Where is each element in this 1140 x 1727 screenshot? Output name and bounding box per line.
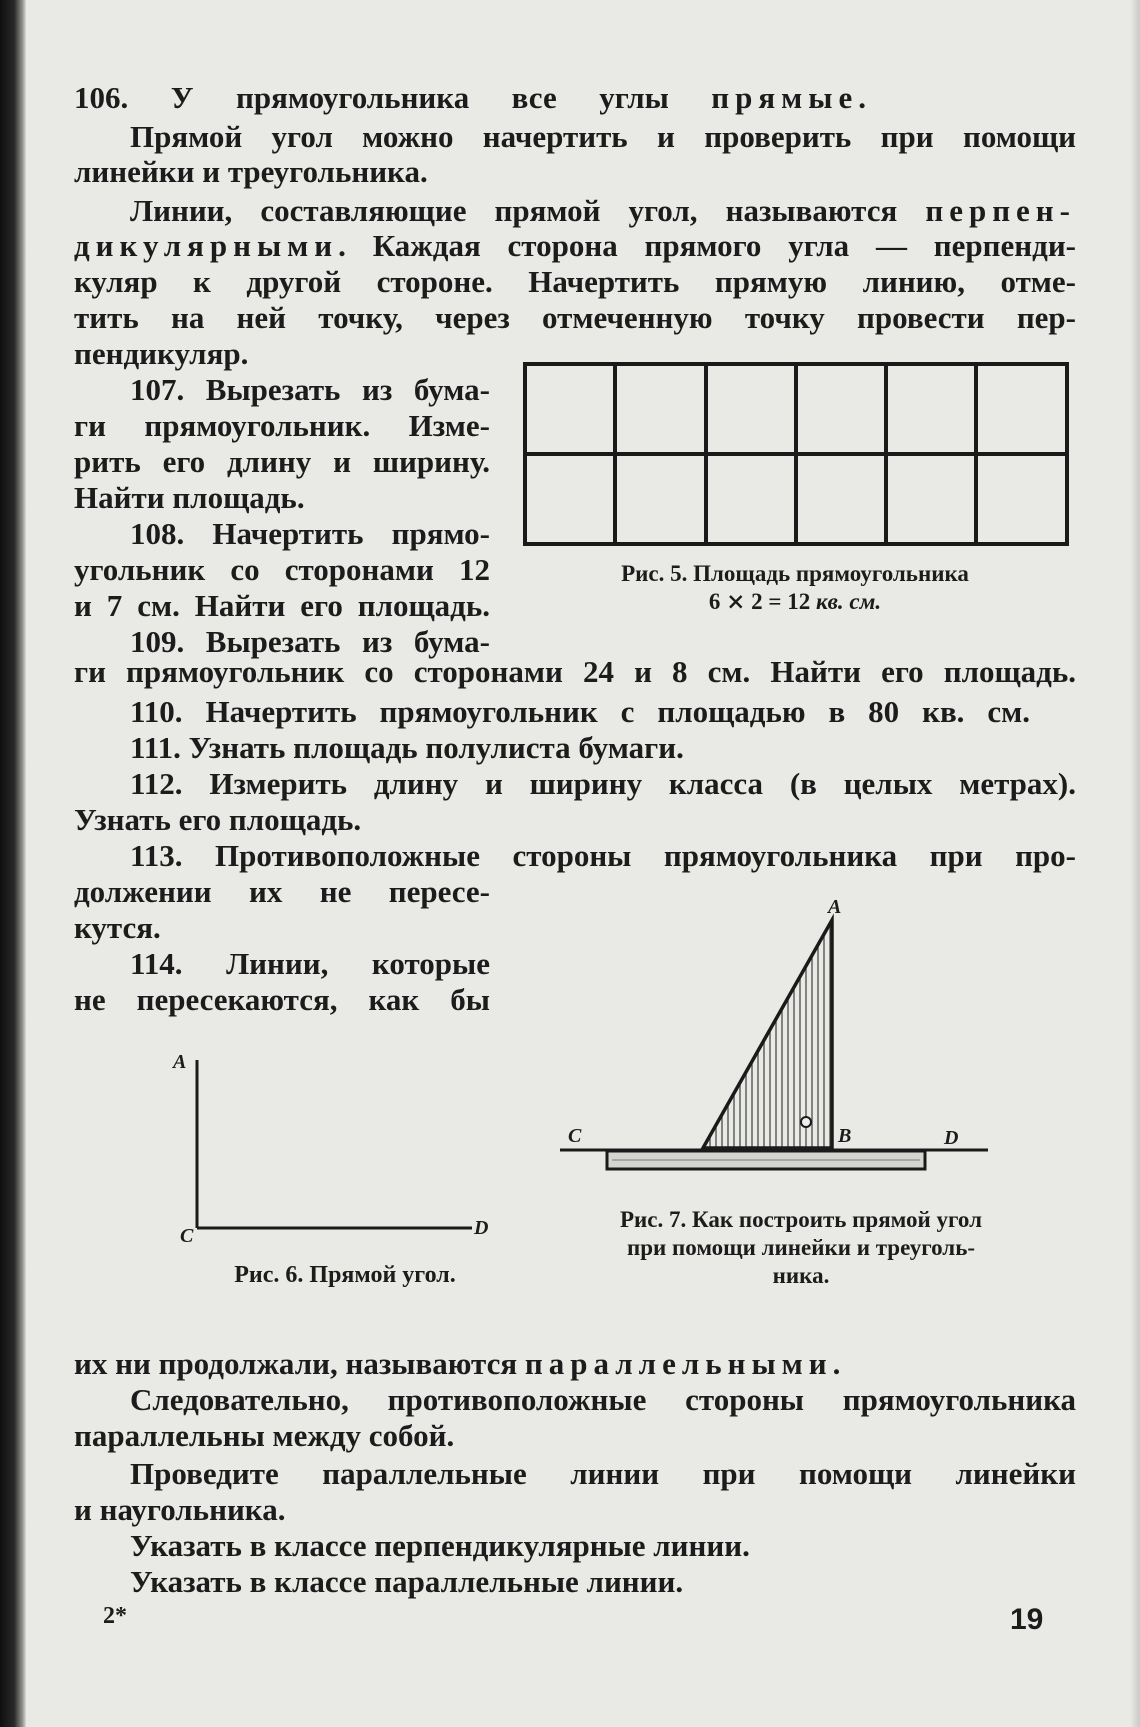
text-line-109: 109. Вырезать из бума-	[130, 624, 490, 659]
text-line-112: 112. Измерить длину и ширину класса (в целых метрах).	[130, 766, 1076, 801]
text-line-108: 108. Начертить прямо-	[130, 516, 490, 551]
text-line: параллельны между собой.	[74, 1418, 455, 1453]
fig7-label-b: B	[838, 1125, 852, 1147]
text-line: рить его длину и ширину.	[74, 444, 490, 479]
text-line: Прямой угол можно начертить и проверить при помощи	[130, 119, 1076, 154]
signature-mark: 2*	[103, 1603, 127, 1629]
fig6-label-c: C	[180, 1225, 194, 1247]
text-line: угольник со сторонами 12	[74, 552, 490, 587]
fig7-caption-line1: Рис. 7. Как построить прямой угол	[619, 1207, 982, 1232]
text-line: кутся.	[74, 910, 161, 945]
text-line: и 7 см. Найти его площадь.	[74, 588, 490, 623]
fig6-label-d: D	[474, 1217, 489, 1239]
fig7-label-d: D	[944, 1127, 959, 1149]
text-line: Проведите параллельные линии при помощи линейки	[130, 1456, 1076, 1491]
fig7-label-c: C	[568, 1125, 582, 1147]
fig7-triangle-hole	[801, 1117, 811, 1127]
fig7-triangle	[703, 920, 832, 1148]
text-line: ги прямоугольник. Изме-	[74, 408, 490, 443]
fig6-right-angle	[197, 1060, 472, 1228]
text-line-111: 111. Узнать площадь полулиста бумаги.	[130, 730, 684, 765]
text-line: Следовательно, противоположные стороны прямоугольника	[130, 1382, 1076, 1417]
fig7-caption-line2: при помощи линейки и треуголь-	[626, 1235, 976, 1260]
text-line: Найти площадь.	[74, 480, 305, 515]
text-line-107: 107. Вырезать из бума-	[130, 372, 490, 407]
fig7-caption-line3: ника.	[772, 1263, 830, 1288]
text-line-114: 114. Линии, которые	[130, 946, 490, 981]
text-line: и наугольника.	[74, 1492, 286, 1527]
text-line-110: 110. Начертить прямоугольник с площадью в 80 кв. см.	[130, 694, 1030, 729]
fig6-label-a: A	[173, 1051, 187, 1073]
text-line: их ни продолжали, называются параллельными.	[74, 1346, 841, 1381]
text-line: Линии, составляющие прямой угол, называются перпен-	[130, 193, 1076, 228]
fig5-caption-line1: Рис. 5. Площадь прямоугольника	[621, 561, 969, 586]
page-number: 19	[1010, 1603, 1044, 1636]
text-line: пендикуляр.	[74, 336, 249, 371]
fig6-caption: Рис. 6. Прямой угол.	[234, 1262, 456, 1288]
text-line: дикулярными. Каждая сторона прямого угла — перпенди-	[74, 228, 1076, 263]
text-line: ги прямоугольник со сторонами 24 и 8 см. Найти его площадь.	[74, 654, 1076, 689]
text-line: Узнать его площадь.	[74, 802, 362, 837]
fig5-caption-line2: 6 ⨯ 2 = 12 кв. см.	[708, 589, 882, 614]
text-line: Указать в классе параллельные линии.	[130, 1564, 684, 1599]
text-line: не пересекаются, как бы	[74, 982, 490, 1017]
fig7-construction	[560, 920, 988, 1169]
text-line-106: 106. У прямоугольника все углы прямые.	[74, 80, 866, 115]
fig7-label-a: A	[828, 896, 842, 918]
text-line: Указать в классе перпендикулярные линии.	[130, 1528, 750, 1563]
text-line: линейки и треугольника.	[74, 154, 428, 189]
text-line-113: 113. Противоположные стороны прямоугольника при про-	[130, 838, 1076, 873]
text-line: куляр к другой стороне. Начертить прямую линию, отме-	[74, 264, 1076, 299]
text-line: тить на ней точку, через отмеченную точку провести пер-	[74, 300, 1076, 335]
text-line: должении их не пересе-	[74, 874, 490, 909]
fig5-grid	[525, 364, 1067, 544]
